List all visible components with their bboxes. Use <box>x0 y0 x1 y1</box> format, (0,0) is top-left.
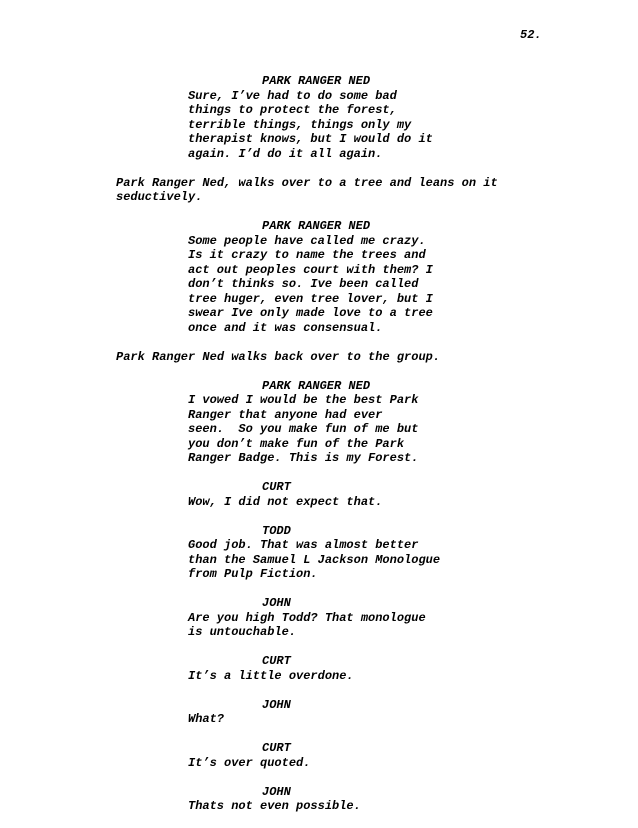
dialogue-line: Sure, I’ve had to do some bad <box>188 88 397 103</box>
character-name: JOHN <box>262 596 291 610</box>
dialogue-line: than the Samuel L Jackson Monologue <box>188 552 441 567</box>
dialogue-block <box>0 756 638 771</box>
character-block <box>0 596 638 611</box>
dialogue-line: is untouchable. <box>188 625 297 639</box>
dialogue-line: therapist knows, but I would do it <box>188 132 433 146</box>
page-number: 52. <box>520 28 542 42</box>
character-block <box>0 219 638 234</box>
dialogue-line: swear Ive only made love to a tree <box>188 306 433 320</box>
character-block <box>0 480 638 495</box>
dialogue-line: don’t thinks so. Ive been called <box>188 277 419 291</box>
dialogue-line: Ranger that anyone had ever <box>188 407 383 422</box>
dialogue-block <box>0 234 638 336</box>
dialogue-block <box>0 89 638 162</box>
character-name: CURT <box>262 654 291 668</box>
dialogue-line: terrible things, things only my <box>188 117 412 132</box>
dialogue-line: tree huger, even tree lover, but I <box>188 291 433 306</box>
action-line: Park Ranger Ned walks back over to the group. <box>116 349 441 364</box>
dialogue-line: I vowed I would be the best Park <box>188 393 419 407</box>
action-line: seductively. <box>116 190 203 204</box>
dialogue-block <box>0 669 638 684</box>
dialogue-line: things to protect the forest, <box>188 103 397 117</box>
character-name: CURT <box>262 480 291 494</box>
dialogue-line: Wow, I did not expect that. <box>188 494 383 509</box>
dialogue-line: It’s a little overdone. <box>188 668 354 683</box>
character-name: PARK RANGER NED <box>262 74 371 88</box>
character-block <box>0 741 638 756</box>
dialogue-line: again. I’d do it all again. <box>188 146 383 161</box>
dialogue-line: What? <box>188 712 225 726</box>
action-block <box>0 176 638 205</box>
dialogue-line: seen. So you make fun of me but <box>188 422 419 436</box>
dialogue-line: act out peoples court with them? I <box>188 262 433 277</box>
dialogue-block <box>0 712 638 727</box>
action-block <box>0 350 638 365</box>
dialogue-block <box>0 611 638 640</box>
character-name: CURT <box>262 741 291 755</box>
dialogue-block <box>0 393 638 466</box>
dialogue-line: you don’t make fun of the Park <box>188 436 405 451</box>
dialogue-line: Some people have called me crazy. <box>188 233 426 248</box>
character-name: JOHN <box>262 697 291 712</box>
character-block <box>0 74 638 89</box>
character-name: PARK RANGER NED <box>262 219 371 233</box>
dialogue-line: once and it was consensual. <box>188 320 383 335</box>
action-line: Park Ranger Ned, walks over to a tree and leans on it <box>116 175 498 190</box>
dialogue-line: Thats not even possible. <box>188 799 361 813</box>
dialogue-block <box>0 538 638 582</box>
screenplay-body <box>0 74 638 828</box>
dialogue-block <box>0 495 638 510</box>
character-block <box>0 379 638 394</box>
dialogue-line: Ranger Badge. This is my Forest. <box>188 451 419 465</box>
character-block <box>0 524 638 539</box>
dialogue-block <box>0 799 638 814</box>
character-name: TODD <box>262 523 291 538</box>
dialogue-line: from Pulp Fiction. <box>188 567 318 581</box>
character-block <box>0 785 638 800</box>
dialogue-line: It’s over quoted. <box>188 755 311 770</box>
dialogue-line: Is it crazy to name the trees and <box>188 248 426 262</box>
character-block <box>0 698 638 713</box>
character-block <box>0 654 638 669</box>
character-name: JOHN <box>262 784 291 799</box>
dialogue-line: Are you high Todd? That monologue <box>188 610 426 625</box>
dialogue-line: Good job. That was almost better <box>188 538 419 552</box>
character-name: PARK RANGER NED <box>262 378 371 393</box>
